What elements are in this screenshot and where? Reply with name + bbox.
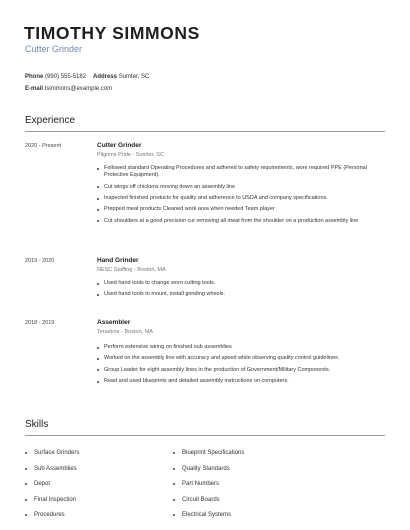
skill-item: Electrical Systems	[173, 511, 323, 519]
skills-heading: Skills	[25, 419, 49, 430]
job-title: Hand Grinder	[97, 257, 139, 264]
phone-value: (990) 555-5182	[45, 74, 87, 80]
skill-item: Final Inspection	[25, 496, 175, 504]
job-bullet: Used hand tools to mount, install grinding wheels.	[97, 291, 387, 298]
skill-item: Sub Assemblies	[25, 465, 175, 473]
skill-item: Quality Standards	[173, 465, 323, 473]
skill-item: Procedures	[25, 511, 175, 519]
address-label: Address	[93, 74, 118, 80]
skills-divider	[25, 435, 385, 436]
job-title: Cutter Grinder	[97, 142, 142, 149]
phone-line	[25, 74, 86, 80]
experience-heading: Experience	[25, 115, 76, 126]
job-bullet: Cut shoulders at a good precision cut removing all meat from the shoulder on a production assembly line	[97, 218, 387, 225]
job-bullet: Cut wings off chickens moving down an assembly line	[97, 184, 387, 191]
job-company: NESC Staffing - Boston, MA	[97, 267, 166, 273]
experience-divider	[25, 131, 385, 132]
job-bullet: Read and used blueprints and detailed assembly instructions on computers.	[97, 378, 387, 385]
job-dates: 2019 - 2020	[25, 258, 55, 264]
candidate-name: TIMOTHY SIMMONS	[24, 23, 200, 43]
job-bullet: Inspected finished products for quality and adherence to USDA and company specifications.	[97, 195, 387, 202]
skills-list-left	[25, 449, 175, 527]
job-bullet: Perform extensive wiring on finished sub assemblies	[97, 344, 387, 351]
job-dates: 2020 - Present	[25, 143, 62, 149]
job-bullet: Prepped meat products Cleaned work area when needed Team player	[97, 206, 387, 213]
job-bullets	[97, 280, 387, 303]
skill-item: Surface Grinders	[25, 449, 175, 457]
job-bullet: Worked on the assembly line with accuracy and speed while observing quality control guidelines.	[97, 355, 387, 362]
job-bullets	[97, 165, 387, 229]
email-label: E-mail	[25, 86, 44, 92]
email-value: tsimmons@example.com	[44, 86, 113, 92]
address-value: Sumter, SC	[118, 74, 150, 80]
job-dates: 2018 - 2019	[25, 320, 55, 326]
job-company: Pilgrims Pride - Sumter, SC	[97, 152, 164, 158]
skill-item: Circuit Boards	[173, 496, 323, 504]
email-line	[25, 86, 112, 92]
job-bullets	[97, 344, 387, 390]
job-bullet: Used hand tools to change worn cutting tools.	[97, 280, 387, 287]
job-bullet: Followed standard Operating Procedures and adhered to safety requirements, wore required PPE (Personal Protective Equipment).	[97, 165, 387, 179]
job-company: Teradyne - Boston, MA	[97, 329, 153, 335]
skill-item: Blueprint Specifications	[173, 449, 323, 457]
job-bullet: Group Leader for eight assembly lines in the production of Government/Military Components.	[97, 367, 387, 374]
skill-item: Depot	[25, 480, 175, 488]
phone-label: Phone	[25, 74, 44, 80]
job-title: Assembler	[97, 319, 131, 326]
candidate-title: Cutter Grinder	[25, 44, 83, 54]
skills-list-right	[173, 449, 323, 527]
address-line	[93, 74, 149, 80]
skill-item: Part Numbers	[173, 480, 323, 488]
